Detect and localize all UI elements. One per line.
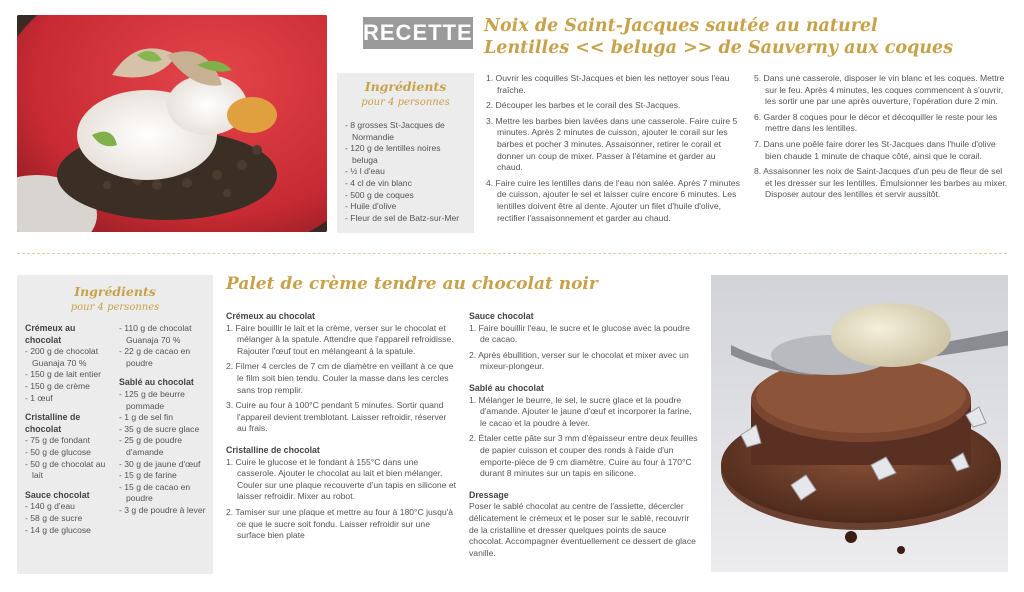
ingredient-item: - 35 g de sucre glace [119, 423, 200, 434]
recipe-step: 8. Assaisonner les noix de Saint-Jacques d'un peu de fleur de sel et les dresser sur les lentilles. Émulsionner les barbes au mixer. Disposer autour des lentilles et servir aussitôt. [754, 166, 1008, 200]
section-divider [17, 253, 1007, 254]
ingredient-item: - 14 g de glucose [25, 524, 91, 535]
recipe-step: 1. Ouvrir les coquilles St-Jacques et bien les nettoyer sous l'eau fraîche. [486, 73, 730, 95]
ingredient-item: - 58 g de sucre [25, 512, 83, 523]
recipe1-steps-col2 [754, 73, 1008, 205]
ingredient-group-title: Sauce chocolat [25, 489, 90, 500]
ingredient-item: - Fleur de sel de Batz-sur-Mer [345, 212, 460, 223]
recipe-step: 3. Mettre les barbes bien lavées dans une casserole. Faire cuire 5 minutes. Après 2 minutes de cuisson, ajouter le corail sur les barbes et pocher 3 minutes. Assaisonner, retirer le corail et donner un coup de mixer. Passer à l'étamine et garder au chaud. [486, 115, 738, 173]
recipe2-ingredients-col2 [119, 323, 207, 517]
recipe-step: 2. Tamiser sur une plaque et mettre au four à 180°C jusqu'à ce que le sucre soit fondu. Laisser refroidir sur une surface bien plate [226, 506, 454, 541]
ingredient-item: - 200 g de chocolat Guanaja 70 % [25, 346, 99, 368]
ingredient-item: - 3 g de poudre à lever [119, 504, 206, 515]
ingredient-item: - 50 g de chocolat au lait [25, 458, 106, 481]
recipe2-ingredients-subtitle: pour 4 personnes [70, 302, 160, 313]
ingredient-item: - 140 g d'eau [25, 501, 75, 512]
step-group-title: Crémeux au chocolat [226, 311, 315, 321]
recipe-step: 2. Étaler cette pâte sur 3 mm d'épaisseur entre deux feuilles de papier cuisson et couper des ronds à l'aide d'un emporte-pièce de 9 cm diamètre. Cuire au four à 170°C durant 8 minutes sur un tapis en silicone. [469, 433, 698, 479]
recipe1-title [484, 15, 1014, 59]
ingredient-group-title: Sablé au chocolat [119, 377, 194, 388]
ingredient-group-title: Crémeux au chocolat [25, 323, 76, 345]
recipe-step: Poser le sablé chocolat au centre de l'assiette, décercler délicatement le crémeux et le poser sur le sablé, recouvrir de la cristalline et dresser quelques points de sauce chocolat. Accompagner éventuellement ce dessert de glace vanille. [469, 501, 696, 558]
ingredient-item: - 22 g de cacao en poudre [119, 346, 191, 368]
ingredient-item: - 25 g de poudre d'amande [119, 435, 183, 457]
section-tag: RECETTES [363, 17, 473, 49]
recipe1-title-line1: Noix de Saint-Jacques sautée au naturel [484, 16, 878, 36]
recipe-step: 1. Faire bouillir le lait et la crème, verser sur le chocolat et mélanger à la spatule. Attendre que l'appareil refroidisse. Rajouter l'œuf tout en mélangeant à la spatule. [226, 322, 454, 356]
step-group-title: Cristalline de chocolat [226, 444, 320, 455]
chocolate-dessert-photo [711, 275, 1008, 572]
ingredient-item: - 125 g de beurre pommade [119, 388, 185, 411]
recipe-step: 3. Cuire au four à 100°C pendant 5 minutes. Sortir quand l'appareil devient tremblotant. Laisser refroidir, réserver au frais. [226, 400, 447, 434]
recipe-step: 1. Faire bouillir l'eau, le sucre et le glucose avec la poudre de cacao. [469, 322, 690, 345]
ingredient-item: - 4 cl de vin blanc [345, 177, 412, 188]
recipe2-title: Palet de crème tendre au chocolat noir [226, 274, 598, 294]
ingredient-item: - 120 g de lentilles noires beluga [345, 143, 441, 165]
recipe-step: 6. Garder 8 coques pour le décor et décoquiller le reste pour les mettre dans les lentilles. [754, 111, 998, 134]
recipe1-ingredient-list [345, 120, 466, 224]
recipe-step: 1. Mélanger le beurre, le sel, le sucre glace et la poudre d'amande. Ajouter le jaune d'œuf et incorporer la farine, le cacao et la poudre à lever. [469, 394, 692, 428]
recipe-step: 4. Faire cuire les lentilles dans de l'eau non salée. Après 7 minutes de cuisson, ajouter le sel et laisser cuire encore 6 minutes. Les lentilles doivent être al dente. Ajouter un filet d'huile d'olive, rectifier l'assaisonnement et garder au chaud. [486, 177, 740, 223]
ingredient-item: - 500 g de coques [345, 189, 414, 200]
recipe1-title-line2: Lentilles << beluga >> de Sauverny aux coques [484, 38, 954, 58]
ingredient-item: - 15 g de farine [119, 470, 177, 481]
ingredient-item: - ½ l d'eau [345, 166, 385, 177]
ingredient-item: - 75 g de fondant [25, 435, 90, 446]
recipe-step: 1. Cuire le glucose et le fondant à 155°C dans une casserole. Ajouter le chocolat au lait et bien mélanger. Couler sur une plaque recouverte d'un tapis en silicone et laisser refroidir. Mixer au robot. [226, 456, 457, 502]
ingredient-group-title: Cristalline de chocolat [25, 412, 81, 434]
recipe-step: 2. Filmer 4 cercles de 7 cm de diamètre en veillant à ce que le film soit bien tendu. Couler la masse dans les cercles sans trop remplir. [226, 361, 454, 395]
ingredient-item: - 110 g de chocolat Guanaja 70 % [119, 323, 192, 345]
ingredient-item: - 30 g de jaune d'œuf [119, 458, 201, 469]
step-group-title: Dressage [469, 489, 509, 500]
ingredient-item: - 8 grosses St-Jacques de Normandie [345, 120, 445, 142]
step-group-title: Sablé au chocolat [469, 382, 544, 393]
recipe1-steps-col1 [486, 73, 740, 228]
step-group-title: Sauce chocolat [469, 311, 534, 321]
recipe2-ingredients-box [17, 275, 213, 574]
scallop-dish-photo [17, 15, 327, 232]
recipe-step: 5. Dans une casserole, disposer le vin blanc et les coques. Mettre sur le feu. Après 4 minutes, les coques commencent à s'ouvrir, les sortir une par une après ouverture, l'opération dure 2 min. [754, 73, 1005, 107]
ingredient-item: - 1 g de sel fin [119, 412, 173, 423]
recipe2-ingredients-title: Ingrédients [74, 284, 156, 299]
recipe2-ingredients-col1 [25, 323, 109, 536]
recipe1-ingredients-subtitle: pour 4 personnes [361, 97, 450, 108]
ingredient-item: - 50 g de glucose [25, 446, 91, 457]
ingredient-item: - 150 g de crème [25, 380, 90, 391]
recipe1-ingredients-title: Ingrédients [364, 79, 447, 94]
ingredient-item: - 150 g de lait entier [25, 369, 101, 380]
recipe1-ingredients-box [337, 73, 474, 233]
ingredient-item: - 15 g de cacao en poudre [119, 481, 191, 504]
recipe2-text-col1 [226, 311, 456, 546]
recipe-step: 7. Dans une poêle faire dorer les St-Jacques dans l'huile d'olive bien chaude 1 minute de chaque côté, ainsi que le corail. [754, 138, 996, 161]
recipe-step: 2. Découper les barbes et le corail des St-Jacques. [486, 100, 681, 111]
ingredient-item: - 1 œuf [25, 392, 53, 403]
ingredient-item: - Huile d'olive [345, 201, 397, 212]
recipe2-text-col2 [469, 311, 699, 563]
recipe-step: 2. Après ébullition, verser sur le chocolat et mixer avec un mixeur-plongeur. [469, 349, 689, 372]
